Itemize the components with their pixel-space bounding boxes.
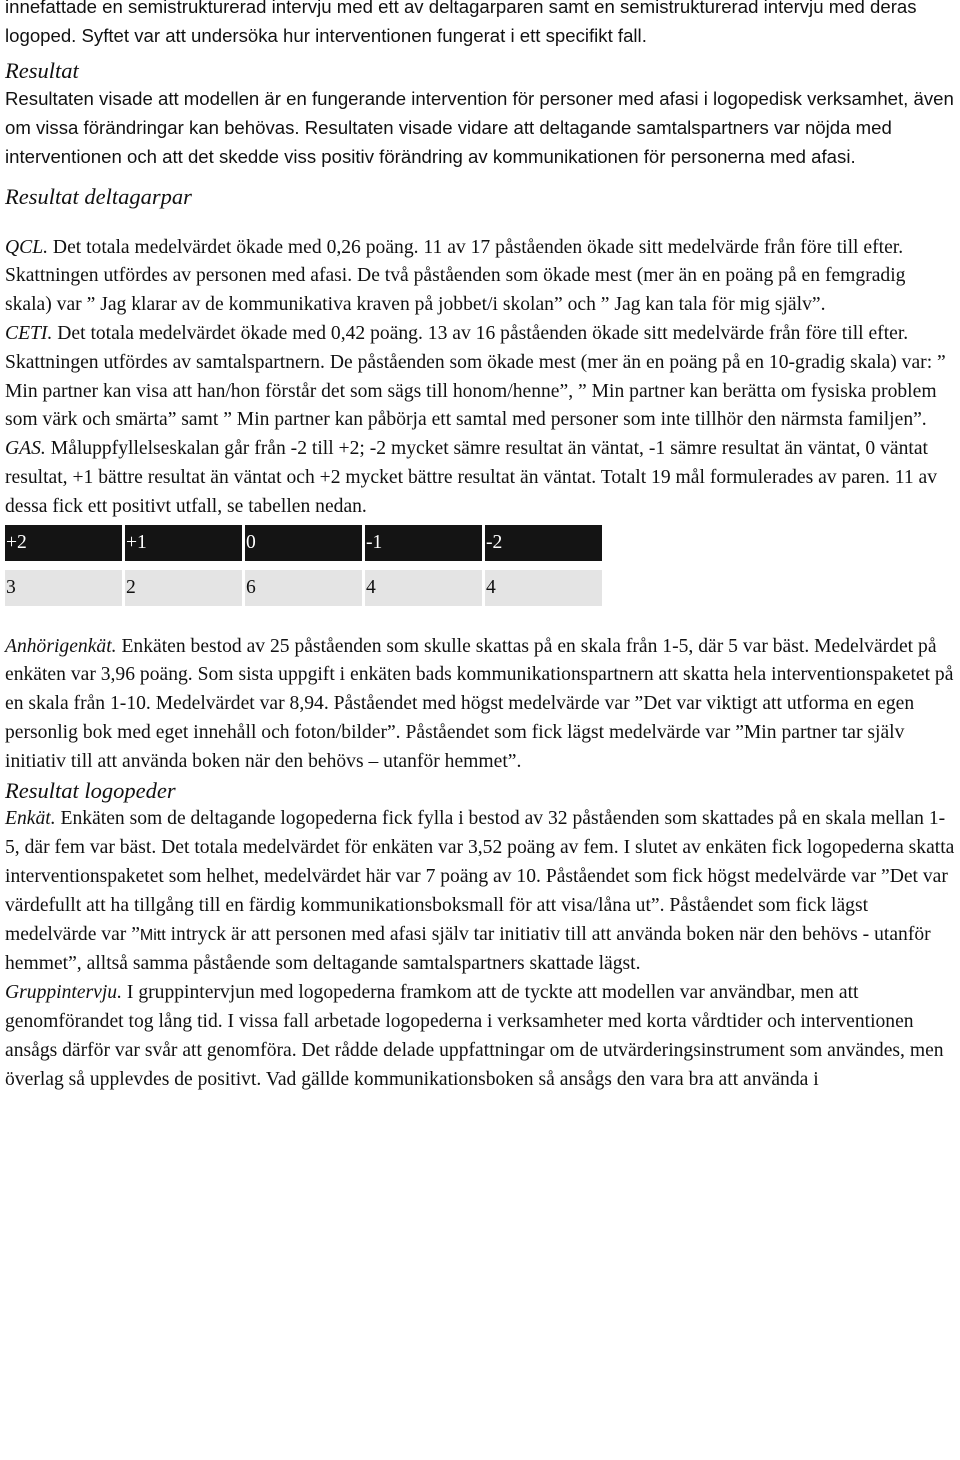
gas-spacer-cell <box>485 561 602 570</box>
anhorigenkat-lead: Anhörigenkät. <box>5 635 117 657</box>
enkat-text-after: intryck är att personen med afasi själv tar initiativ till att använda boken när den behövs - utanför hemmet”, alltså samma påstående som deltagande samtalspartners skattade lägst. <box>5 923 931 975</box>
gas-text: Måluppfyllelseskalan går från -2 till +2; -2 mycket sämre resultat än väntat, -1 sämre resultat än väntat, 0 väntat resultat, +1 bättre resultat än väntat och +2 mycket bättre resultat än väntat. Totalt 19 mål formulerades av paren. 11 av dessa fick ett positivt utfall, se tabellen nedan. <box>5 438 938 517</box>
qcl-text: Det totala medelvärdet ökade med 0,26 poäng. 11 av 17 påståenden ökade sitt medelvärde från före till efter. Skattningen utfördes av personen med afasi. De två påståenden som ökade mest (mer än en poäng på en femgradig skala) var ” Jag klarar av de kommunikativa kraven på jobbet/i skolan” och ” Jag kan tala för mig själv”. <box>5 236 906 316</box>
gruppintervju-text: I gruppintervjun med logopederna framkom att de tyckte att modellen var användbar, men att genomförandet tog lång tid. I vissa fall arbetade logopederna i verksamheter med korta vårdtider och interventionen ansågs därför var svår att genomföra. Det rådde delade uppfattningar om de utvärderingsinstrument som användes, men överlag så upplevdes de positivt. Vad gällde kommunikationsboken så ansågs den vara bra att använda i <box>5 982 944 1090</box>
gas-table-header-row <box>5 525 602 561</box>
gas-header-cell: +2 <box>5 525 125 561</box>
anhorigenkat-paragraph <box>5 633 957 777</box>
qcl-paragraph <box>5 234 957 320</box>
gruppintervju-lead: Gruppintervju. <box>5 982 123 1004</box>
enkat-small-word: Mitt <box>139 926 166 944</box>
gas-spacer-cell <box>245 561 365 570</box>
resultat-heading: Resultat <box>5 57 79 83</box>
gas-table-spacer <box>5 561 602 570</box>
ceti-text: Det totala medelvärdet ökade med 0,42 poäng. 13 av 16 påståenden ökade sitt medelvärde från före till efter. Skattningen utfördes av samtalspartnern. De påståenden som ökade mest (mer än en poäng på en 10-gradig skala) var: ” Min partner kan visa att han/hon förstår det som sägs till honom/henne”, ” Min partner kan berätta om fysiska problem som värk och smärta” samt ” Min partner kan påbörja ett samtal med personer som inte tillhör den närmsta familjen”. <box>5 322 946 431</box>
ceti-lead: CETI. <box>5 322 53 344</box>
gas-header-cell: 0 <box>245 525 365 561</box>
gas-value-cell: 4 <box>365 570 485 606</box>
resultat-logopeder-heading: Resultat logopeder <box>5 777 176 803</box>
gruppintervju-paragraph <box>5 979 957 1094</box>
resultat-deltagarpar-heading: Resultat deltagarpar <box>5 183 192 209</box>
ceti-paragraph <box>5 320 957 435</box>
anhorigenkat-text: Enkäten bestod av 25 påståenden som skulle skattas på en skala från 1-5, där 5 var bäst. Medelvärdet på enkäten var 3,96 poäng. Som sista uppgift i enkäten bads kommunikationspartnern att skatta hela interventionspaketet på en skala från 1-10. Medelvärdet var 8,94. Påståendet med högst medelvärde var ”Det var viktigt att utforma en egen personlig bok med eget innehåll och foton/bilder”. Påståendet som fick lägst medelvärde var ”Min partner tar själv initiativ till att använda boken när den behövs – utanför hemmet”. <box>5 635 954 772</box>
qcl-lead: QCL. <box>5 236 49 258</box>
gas-spacer-cell <box>365 561 485 570</box>
gas-header-cell: +1 <box>125 525 245 561</box>
intro-paragraph: innefattade en semistrukturerad intervju med ett av deltagarparen samt en semistrukturerad intervju med deras logoped. Syftet var att undersöka hur interventionen fungerat i ett specifikt fall. <box>5 0 917 46</box>
gas-spacer-cell <box>5 561 125 570</box>
gas-paragraph <box>5 435 957 521</box>
gas-lead: GAS. <box>5 438 46 460</box>
document-page <box>5 0 957 1094</box>
gas-value-cell: 3 <box>5 570 125 606</box>
enkat-lead: Enkät. <box>5 808 56 830</box>
gas-value-cell: 6 <box>245 570 365 606</box>
gas-spacer-cell <box>125 561 245 570</box>
gas-value-cell: 2 <box>125 570 245 606</box>
enkat-paragraph <box>5 805 957 979</box>
gas-value-cell: 4 <box>485 570 602 606</box>
enkat-text-before: Enkäten som de deltagande logopederna fick fylla i bestod av 32 påståenden som skattades på en skala mellan 1-5, där fem var bäst. Det totala medelvärdet för enkäten var 3,52 poäng av fem. I slutet av enkäten fick logopederna skatta interventionspaketet som helhet, medelvärdet här var 7 poäng av 10. Påståendet som fick högst medelvärde var ”Det var värdefullt att ha tillgång till en färdig kommunikationsboksmall för att visa/låna ut”. Påståendet som fick lägst medelvärde var ” <box>5 808 955 945</box>
gas-header-cell: -2 <box>485 525 602 561</box>
resultat-paragraph: Resultaten visade att modellen är en fungerande intervention för personer med afasi i logopedisk verksamhet, även om vissa förändringar kan behövas. Resultaten visade vidare att deltagande samtalspartners var nöjda med interventionen och att det skedde viss positiv förändring av kommunikationen för personerna med afasi. <box>5 88 954 167</box>
gas-header-cell: -1 <box>365 525 485 561</box>
gas-outcome-table <box>5 525 602 606</box>
gas-table-value-row <box>5 570 602 606</box>
